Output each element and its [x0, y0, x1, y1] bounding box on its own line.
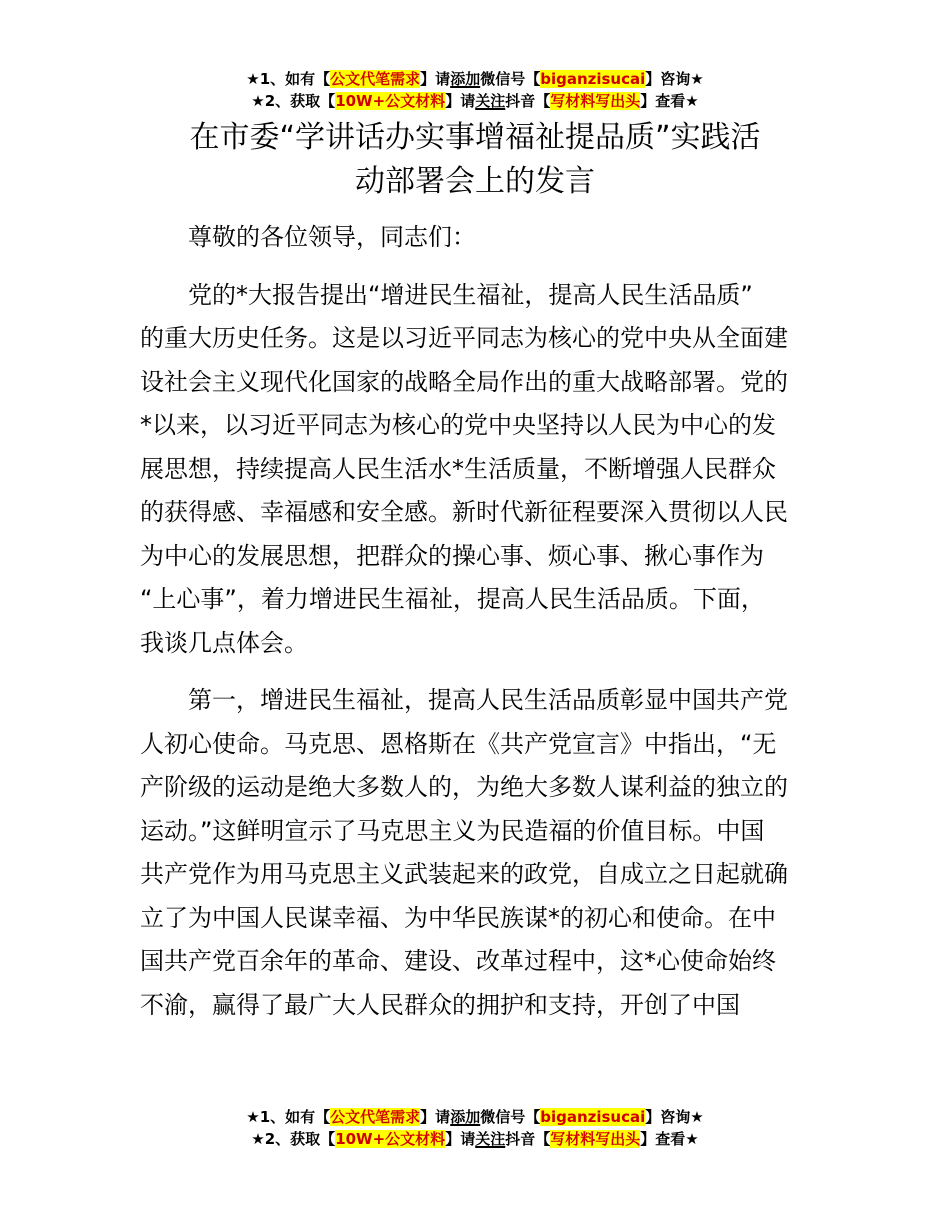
banner-highlight: 公文代笔需求	[330, 1108, 421, 1126]
banner-text: 抖音【	[505, 92, 551, 110]
banner-text: 微信号【	[480, 1108, 541, 1126]
text-line: 尊敬的各位领导，同志们：	[140, 223, 476, 251]
text-line: 设社会主义现代化国家的战略全局作出的重大战略部署。党的	[140, 367, 788, 396]
banner-underlined: 关注	[475, 92, 506, 110]
banner-highlight: 写材料写出头	[550, 92, 641, 110]
banner-text: 】查看★	[640, 1130, 699, 1148]
banner-line-2	[0, 90, 950, 112]
banner-highlight: 10W+公文材料	[335, 92, 446, 110]
first-point-paragraph	[140, 679, 812, 1027]
text-line: 的重大历史任务。这是以习近平同志为核心的党中央从全面建	[140, 324, 788, 352]
banner-text: 】查看★	[640, 92, 699, 110]
banner-underlined: 添加	[450, 1108, 481, 1126]
banner-highlight: 公文代笔需求	[330, 70, 421, 88]
text-line: 产阶级的运动是绝大多数人的，为绝大多数人谋利益的独立的	[140, 773, 788, 801]
text-line: 党的*大报告提出“增进民生福祉，提高人民生活品质”	[140, 280, 753, 309]
banner-underlined: 关注	[475, 1130, 506, 1148]
banner-text: 抖音【	[505, 1130, 551, 1148]
banner-wechat-id: biganzisucai	[540, 1108, 646, 1126]
text-line: 展思想，持续提高人民生活水*生活质量，不断增强人民群众	[140, 454, 776, 483]
banner-text: ★1、如有【	[246, 1108, 331, 1126]
text-line: 第一，增进民生福祉，提高人民生活品质彰显中国共产党	[140, 686, 788, 714]
banner-text: 】咨询★	[645, 70, 704, 88]
text-line: “上心事”，着力增进民生福祉，提高人民生活品质。下面，	[140, 585, 765, 613]
text-line: 共产党作为用马克思主义武装起来的政党，自成立之日起就确	[140, 860, 788, 888]
banner-highlight: 10W+公文材料	[335, 1130, 446, 1148]
banner-text: ★1、如有【	[246, 70, 331, 88]
banner-underlined: 添加	[450, 70, 481, 88]
text-line: 为中心的发展思想，把群众的操心事、烦心事、揪心事作为	[140, 541, 764, 570]
banner-text: 】请	[420, 1108, 451, 1126]
intro-paragraph	[140, 274, 812, 666]
footer-banner	[0, 1106, 950, 1150]
text-line: *以来，以习近平同志为核心的党中央坚持以人民为中心的发	[140, 411, 776, 439]
banner-text: ★2、获取【	[251, 92, 336, 110]
banner-text: 微信号【	[480, 70, 541, 88]
banner-text: 】请	[420, 70, 451, 88]
banner-text: 】请	[445, 92, 476, 110]
banner-text: 】请	[445, 1130, 476, 1148]
document-title	[140, 116, 810, 204]
text-line: 我谈几点体会。	[140, 628, 308, 657]
text-line: 不渝，赢得了最广大人民群众的拥护和支持，开创了中国	[140, 990, 740, 1019]
salutation-paragraph	[140, 216, 812, 260]
text-line: 的获得感、幸福感和安全感。新时代新征程要深入贯彻以人民	[140, 498, 788, 526]
text-line: 立了为中国人民谋幸福、为中华民族谋*的初心和使命。在中	[140, 903, 776, 932]
text-line: 运动。”这鲜明宣示了马克思主义为民造福的价值目标。中国	[140, 816, 765, 845]
banner-text: 】咨询★	[645, 1108, 704, 1126]
banner-line-1	[0, 1106, 950, 1128]
banner-highlight: 写材料写出头	[550, 1130, 641, 1148]
text-line: 人初心使命。马克思、恩格斯在《共产党宣言》中指出，“无	[140, 729, 777, 758]
title-line: 动部署会上的发言	[355, 164, 595, 199]
banner-text: ★2、获取【	[251, 1130, 336, 1148]
document-body	[140, 216, 812, 1027]
header-banner	[0, 68, 950, 112]
title-line: 在市委“学讲话办实事增福祉提品质”实践活	[189, 120, 761, 155]
banner-wechat-id: biganzisucai	[540, 70, 646, 88]
banner-line-2	[0, 1128, 950, 1150]
text-line: 国共产党百余年的革命、建设、改革过程中，这*心使命始终	[140, 947, 776, 975]
banner-line-1	[0, 68, 950, 90]
